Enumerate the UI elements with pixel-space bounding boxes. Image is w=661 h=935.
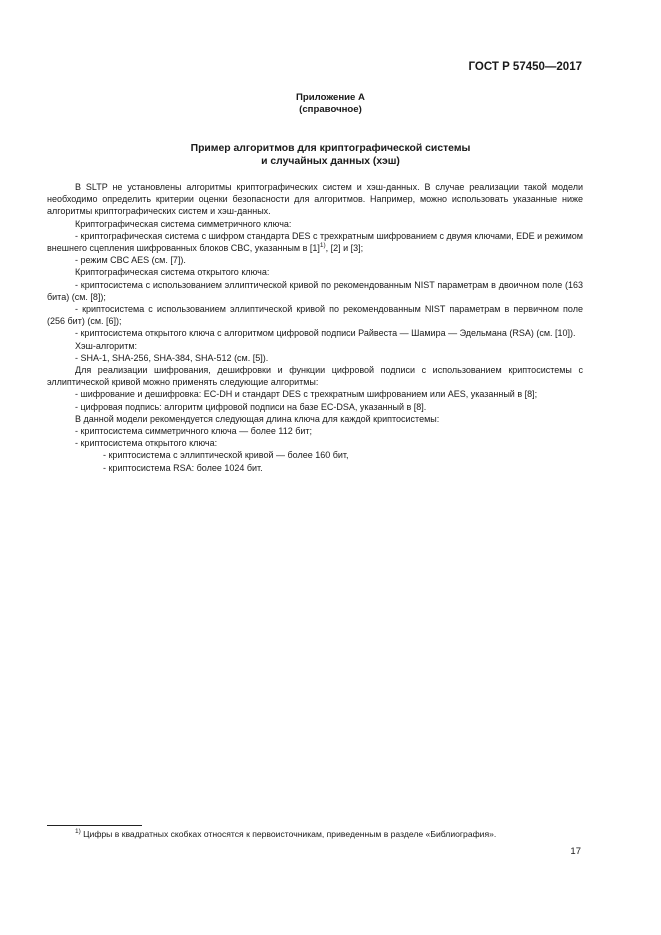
symmetric-item-1 xyxy=(47,230,583,254)
footnote-separator xyxy=(47,825,142,826)
keylen-intro: В данной модели рекомендуется следующая длина ключа для каждой криптосистемы: xyxy=(75,413,440,424)
ecc-intro: Для реализации шифрования, дешифровки и функции цифровой подписи с использованием криптосистемы с эллиптической кривой можно применять следующие алгоритмы: xyxy=(47,365,583,388)
document-body xyxy=(47,181,583,474)
footnote-marker: 1) xyxy=(75,828,81,836)
symmetric-item-1-tail: , [2] и [3]; xyxy=(325,243,364,254)
keylen-sub-item-1: - криптосистема с эллиптической кривой — более 160 бит, xyxy=(103,450,349,461)
footnote-text: Цифры в квадратных скобках относятся к первоисточникам, приведенным в разделе «Библиография». xyxy=(80,829,497,839)
keylen-item-1: - криптосистема симметричного ключа — более 112 бит; xyxy=(75,426,313,437)
ecc-item-1: - шифрование и дешифровка: EC-DH и стандарт DES с трехкратным шифрованием или AES, указанный в [8]; xyxy=(75,389,538,400)
keylen-sub-item-2: - криптосистема RSA: более 1024 бит. xyxy=(103,462,263,473)
public-item-2: - криптосистема с использованием эллиптической кривой по рекомендованным NIST параметрам в первичном поле (256 бит) (см. [6]); xyxy=(47,304,583,327)
hash-heading: Хэш-алгоритм: xyxy=(75,340,138,351)
annex-heading xyxy=(0,92,661,116)
public-heading: Криптографическая система открытого ключа: xyxy=(75,267,270,278)
standard-designation: ГОСТ Р 57450—2017 xyxy=(468,61,582,73)
symmetric-item-2: - режим CBC AES (см. [7]). xyxy=(75,255,186,266)
page-number: 17 xyxy=(570,846,581,857)
keylen-item-2: - криптосистема открытого ключа: xyxy=(75,438,218,449)
footnote xyxy=(75,829,496,840)
section-title-line-1: Пример алгоритмов для криптографической системы xyxy=(190,143,471,154)
annex-title: Приложение А xyxy=(296,92,365,103)
footnote-reference: 1) xyxy=(319,242,326,250)
annex-type: (справочное) xyxy=(299,104,362,115)
symmetric-heading: Криптографическая система симметричного ключа: xyxy=(75,218,292,229)
ecc-item-2: - цифровая подпись: алгоритм цифровой подписи на базе EC-DSA, указанный в [8]. xyxy=(75,401,427,412)
symmetric-item-1-text: - криптографическая система с шифром стандарта DES с трехкратным шифрованием с двумя ключами, EDE и режимом внешнего сцепления шифрованных блоков CBC, указанным в [1] xyxy=(47,230,583,254)
intro-paragraph: В SLTP не установлены алгоритмы криптографических систем и хэш-данных. В случае реализации такой модели необходимо определить критерии оценки безопасности для алгоритмов. Например, можно использовать указанные ниже алгоритмы криптографических систем и хэш-данных. xyxy=(47,182,583,217)
public-item-1: - криптосистема с использованием эллиптической кривой по рекомендованным NIST параметрам в двоичном поле (163 бита) (см. [8]); xyxy=(47,279,583,302)
section-title-line-2: и случайных данных (хэш) xyxy=(261,156,400,167)
hash-item-1: - SHA-1, SHA-256, SHA-384, SHA-512 (см. [5]). xyxy=(75,352,269,363)
public-item-3: - криптосистема открытого ключа с алгоритмом цифровой подписи Райвеста — Шамира — Эдельмана (RSA) (см. [10]). xyxy=(75,328,576,339)
section-title xyxy=(0,142,661,168)
